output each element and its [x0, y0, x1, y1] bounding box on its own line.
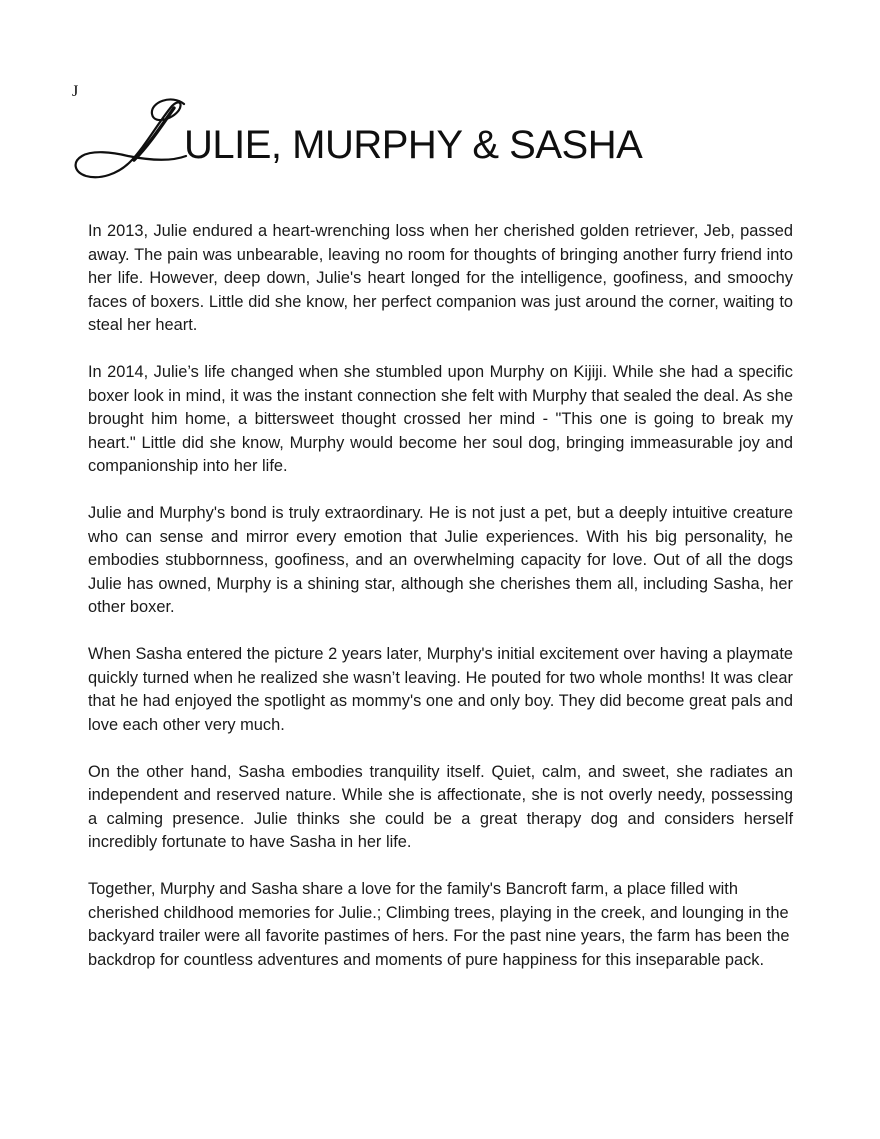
paragraph-bancroft-farm: Together, Murphy and Sasha share a love for the family's Bancroft farm, a place filled with cherished childhood memories for Julie.; Climbing trees, playing in the creek, and lounging in the backyard trailer were all favorite pastimes of hers. For the past nine years, the farm has been the backdrop for countless adventures and moments of pure happiness for this inseparable pack. — [88, 880, 790, 969]
story-body — [88, 220, 793, 996]
script-initial-text: J — [72, 83, 79, 100]
paragraph-sasha-arrival: When Sasha entered the picture 2 years later, Murphy's initial excitement over having a playmate quickly turned when he realized she wasn’t leaving. He pouted for two whole months! It was clear that he had enjoyed the spotlight as mommy's one and only boy. They did become great pals and love each other very much. — [88, 645, 793, 734]
paragraph-jeb: In 2013, Julie endured a heart-wrenching loss when her cherished golden retriever, Jeb, passed away. The pain was unbearable, leaving no room for thoughts of bringing another furry friend into her life. However, deep down, Julie's heart longed for the intelligence, goofiness, and smoochy faces of boxers. Little did she know, her perfect companion was just around the corner, waiting to steal her heart. — [88, 222, 793, 334]
paragraph-murphy-bond: Julie and Murphy's bond is truly extraordinary. He is not just a pet, but a deeply intuitive creature who can sense and mirror every emotion that Julie experiences. With his big personality, he embodies stubbornness, goofiness, and an overwhelming capacity for love. Out of all the dogs Julie has owned, Murphy is a shining star, although she cherishes them all, including Sasha, her other boxer. — [88, 504, 793, 616]
title-text: ULIE, MURPHY & SASHA — [184, 123, 643, 167]
paragraph-murphy-arrival: In 2014, Julie’s life changed when she stumbled upon Murphy on Kijiji. While she had a specific boxer look in mind, it was the instant connection she felt with Murphy that sealed the deal. As she brought him home, a bittersweet thought crossed her mind - "This one is going to break my heart." Little did she know, Murphy would become her soul dog, bringing immeasurable joy and companionship into her life. — [88, 363, 793, 475]
page-title — [72, 83, 812, 186]
paragraph-sasha-nature: On the other hand, Sasha embodies tranquility itself. Quiet, calm, and sweet, she radiates an independent and reserved nature. While she is affectionate, she is not overly needy, possessing a calming presence. Julie thinks she could be a great therapy dog and considers herself incredibly fortunate to have Sasha in her life. — [88, 762, 793, 851]
